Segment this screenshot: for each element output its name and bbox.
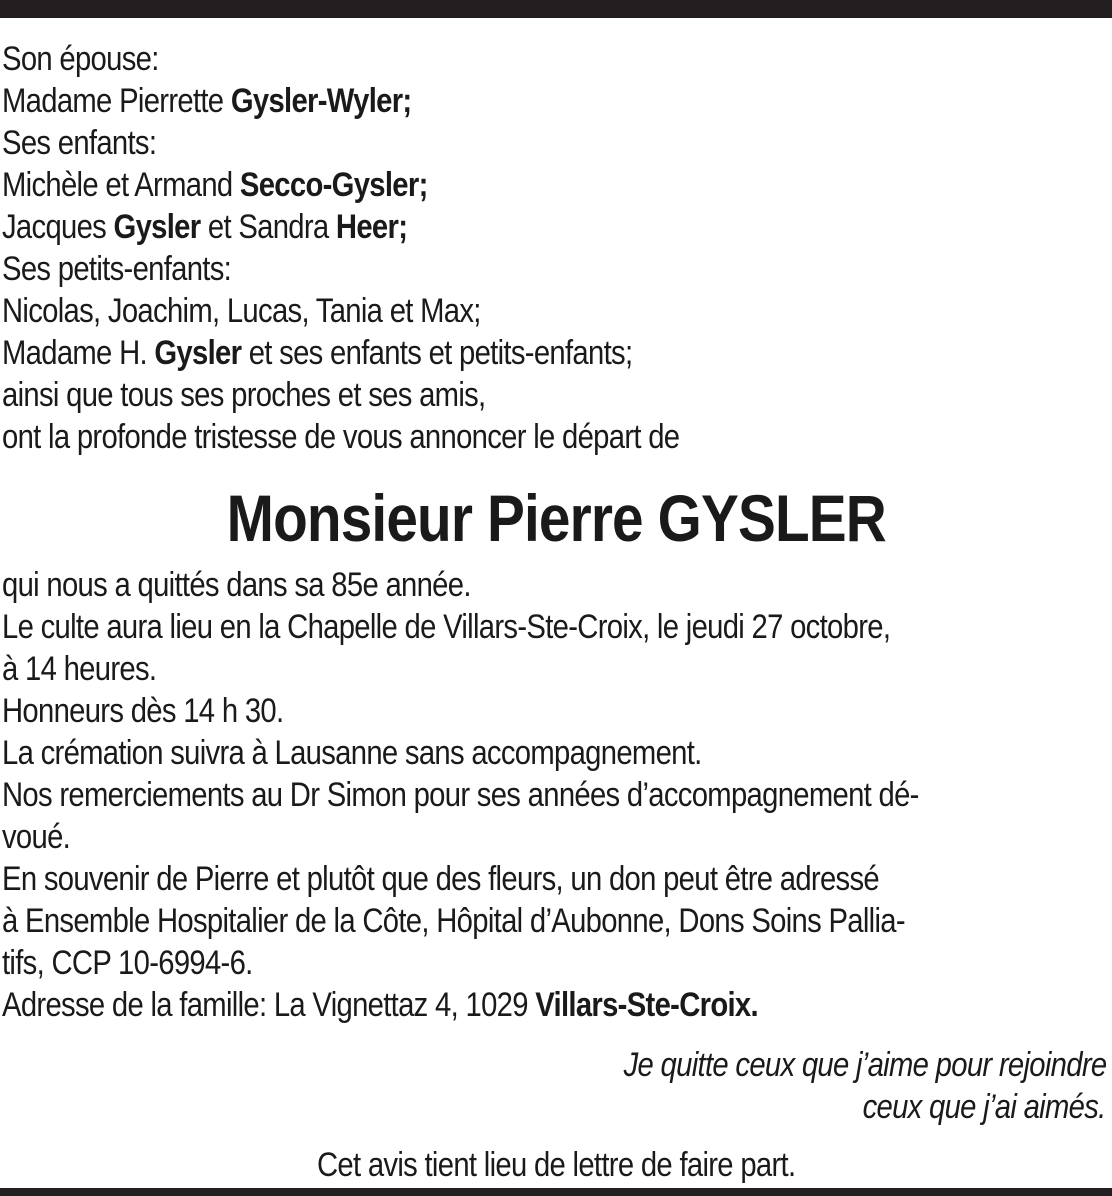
cremation-line: La crémation suivra à Lausanne sans accompagnement. xyxy=(2,734,702,772)
child1-prefix: Michèle et Armand xyxy=(2,166,240,204)
child2-name2: Heer; xyxy=(335,208,408,246)
announcement-line: ont la profonde tristesse de vous annoncer le départ de xyxy=(2,418,680,456)
grandchildren-label: Ses petits-enfants: xyxy=(2,250,232,288)
address-prefix: Adresse de la famille: La Vignettaz 4, 1029 xyxy=(2,986,536,1024)
address-town: Villars-Ste-Croix. xyxy=(535,986,758,1024)
bottom-rule xyxy=(0,1188,1112,1196)
spouse-prefix: Madame Pierrette xyxy=(2,82,231,120)
honours-line: Honneurs dès 14 h 30. xyxy=(2,692,284,730)
quote-line-2: ceux que j’ai aimés. xyxy=(862,1088,1106,1126)
spacer xyxy=(2,1026,1110,1044)
age-line: qui nous a quittés dans sa 85e année. xyxy=(2,566,471,604)
obituary-notice xyxy=(2,38,1110,1186)
address-line xyxy=(2,984,1110,1026)
donation-line-3: tifs, CCP 10-6994-6. xyxy=(2,944,253,982)
service-line-2: à 14 heures. xyxy=(2,650,157,688)
children-label: Ses enfants: xyxy=(2,124,157,162)
relative-line xyxy=(2,332,1110,374)
relative-suffix: et ses enfants et petits-enfants; xyxy=(241,334,633,372)
donation-line-1: En souvenir de Pierre et plutôt que des fleurs, un don peut être adressé xyxy=(2,860,879,898)
spouse-label: Son épouse: xyxy=(2,40,159,78)
service-line-1: Le culte aura lieu en la Chapelle de Villars-Ste-Croix, le jeudi 27 octobre, xyxy=(2,608,891,646)
top-rule xyxy=(0,0,1112,18)
child2-mid: et Sandra xyxy=(200,208,336,246)
relative-prefix: Madame H. xyxy=(2,334,155,372)
others-line: ainsi que tous ses proches et ses amis, xyxy=(2,376,486,414)
child2-name: Gysler xyxy=(113,208,201,246)
donation-line-2: à Ensemble Hospitalier de la Côte, Hôpital d’Aubonne, Dons Soins Pallia- xyxy=(2,902,905,940)
relative-name: Gysler xyxy=(154,334,242,372)
thanks-line-1: Nos remerciements au Dr Simon pour ses années d’accompagnement dé- xyxy=(2,776,919,814)
spouse-line xyxy=(2,80,1110,122)
child1-line xyxy=(2,164,1110,206)
thanks-line-2: voué. xyxy=(2,818,71,856)
footer-notice: Cet avis tient lieu de lettre de faire part. xyxy=(316,1146,796,1184)
grandchildren-names: Nicolas, Joachim, Lucas, Tania et Max; xyxy=(2,292,481,330)
quote-line-1: Je quitte ceux que j’aime pour rejoindre xyxy=(623,1046,1106,1084)
spouse-name: Gysler-Wyler; xyxy=(230,82,412,120)
child1-name: Secco-Gysler; xyxy=(239,166,428,204)
deceased-name: Monsieur Pierre GYSLER xyxy=(226,481,886,555)
child2-first: Jacques xyxy=(2,208,114,246)
child2-line xyxy=(2,206,1110,248)
